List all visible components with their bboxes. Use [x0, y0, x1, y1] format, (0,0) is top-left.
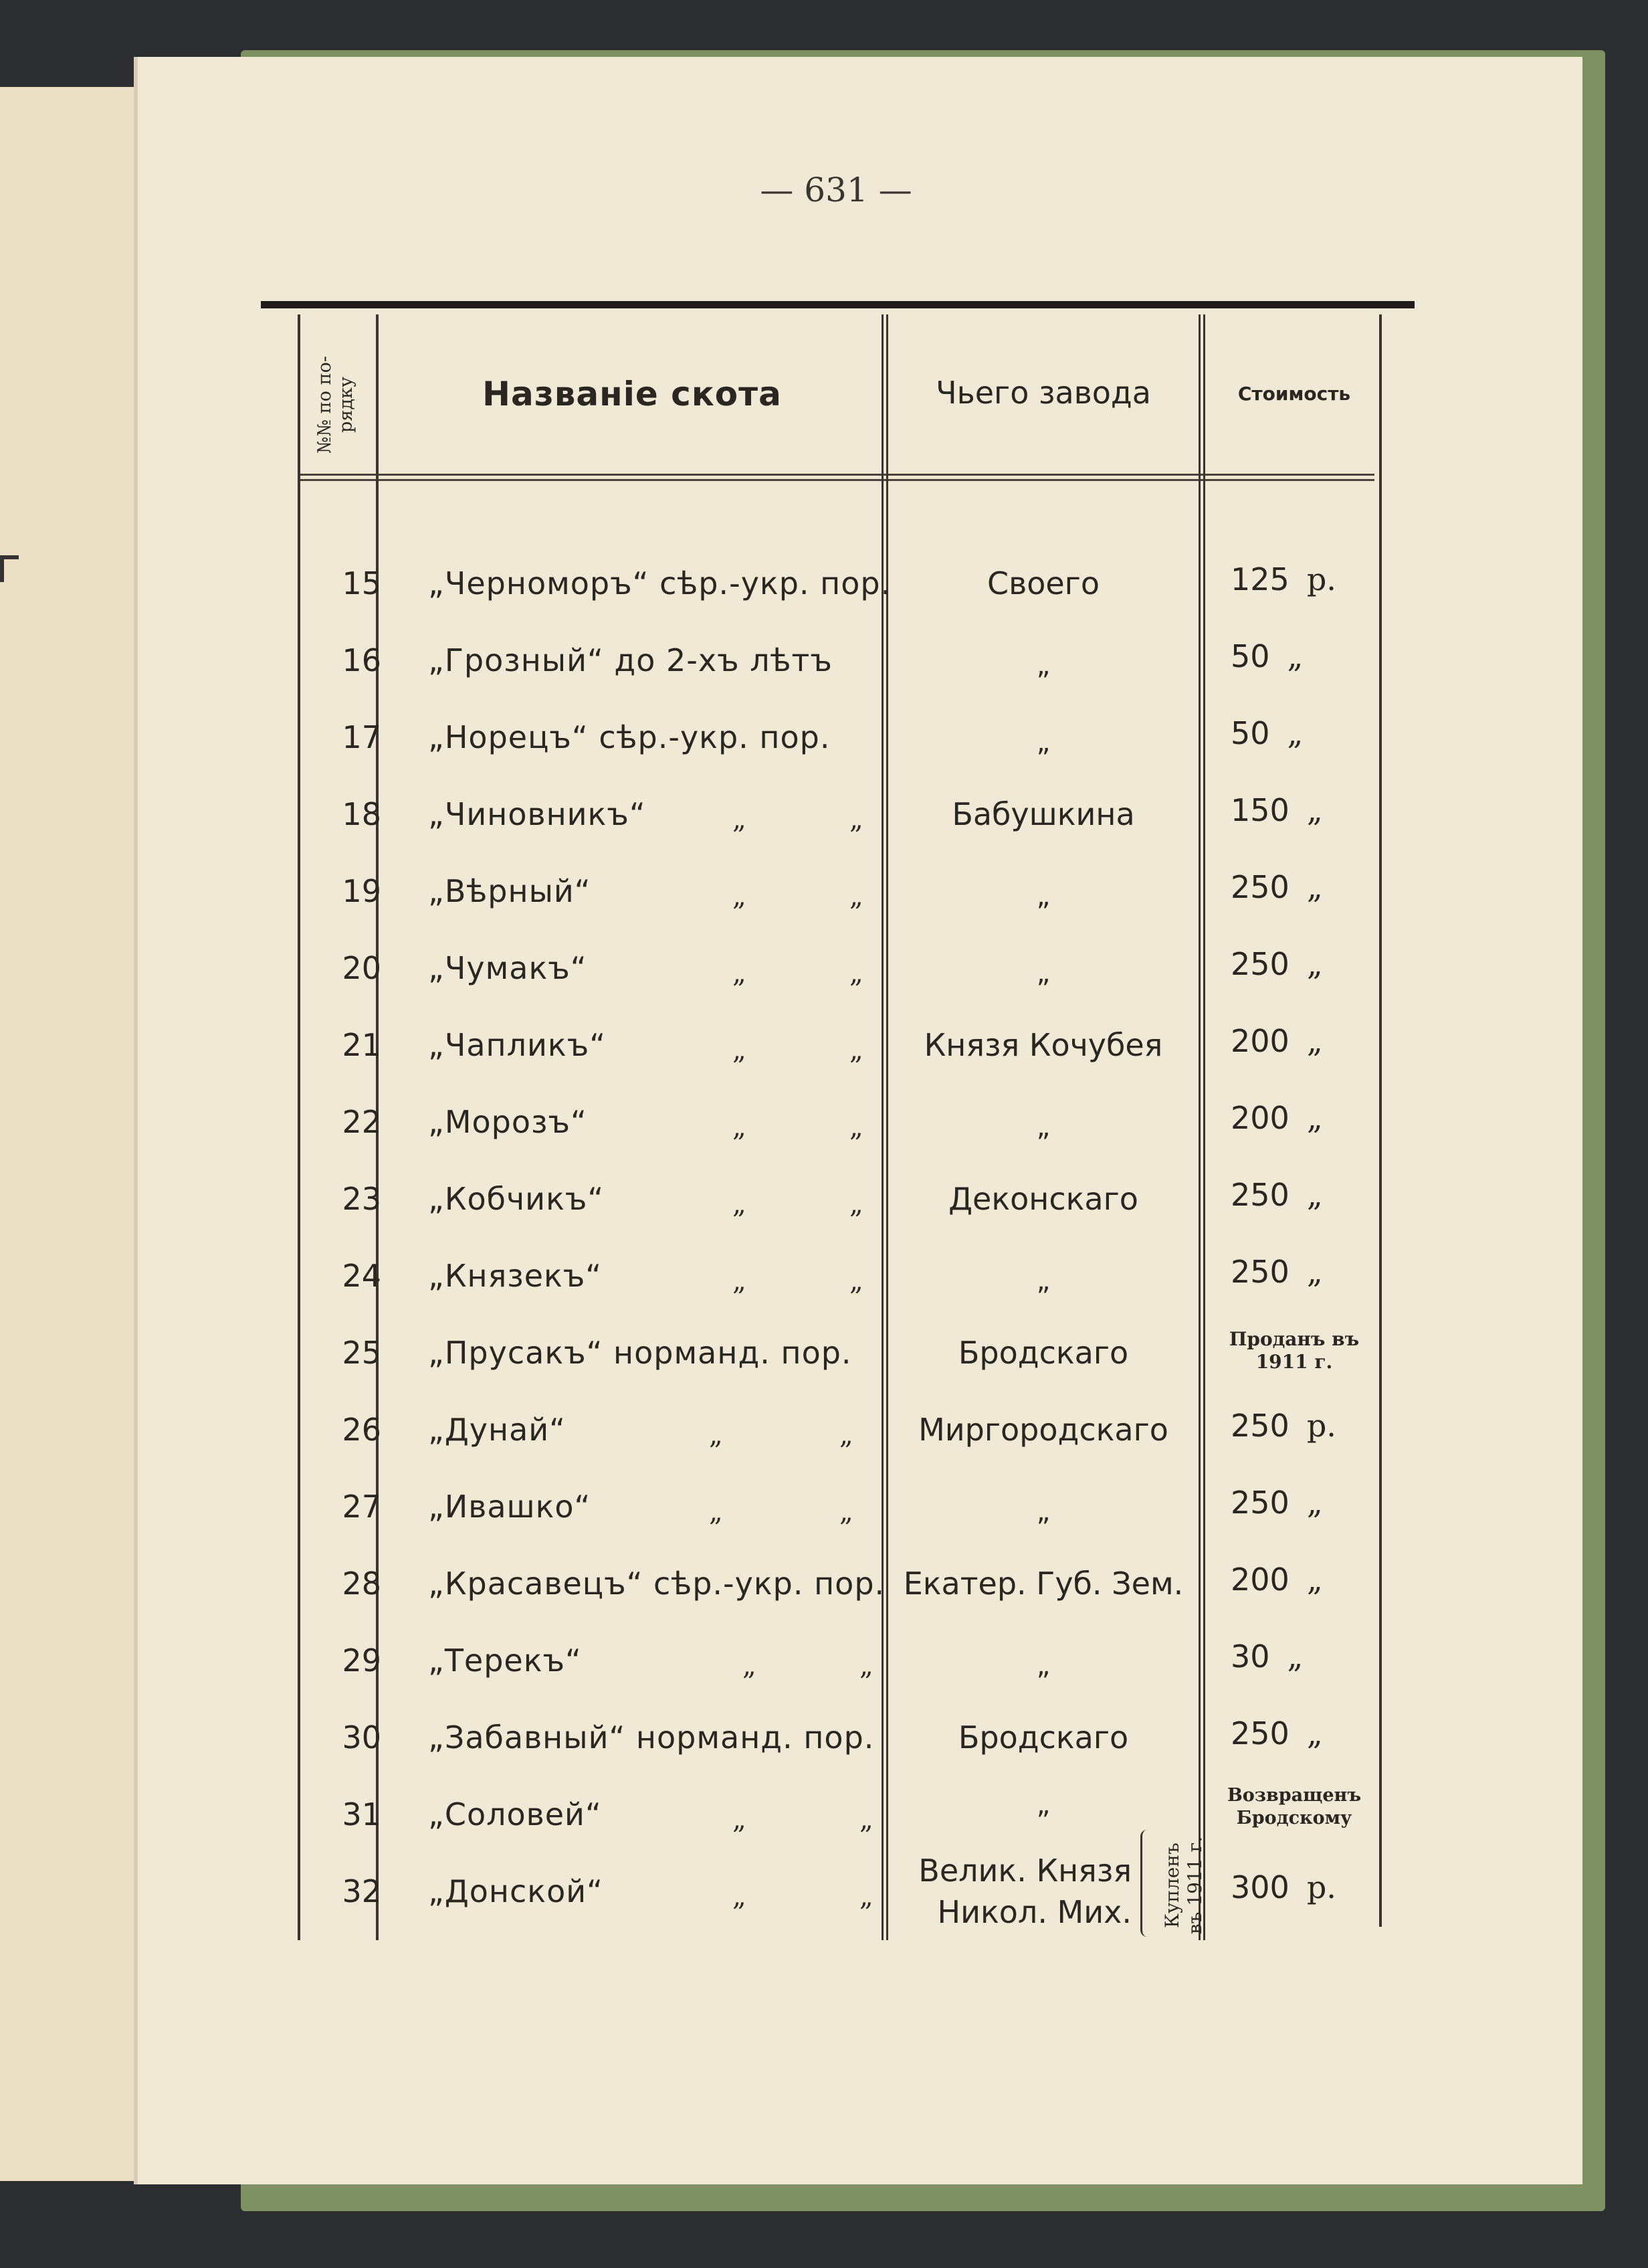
header-cost: Стоимость — [1237, 383, 1351, 405]
cost — [1231, 1562, 1323, 1598]
animal-name: „Морозъ“ — [428, 1104, 587, 1140]
ditto-mark: „ — [732, 804, 746, 835]
animal-name: „Дунай“ — [428, 1412, 566, 1448]
cost-unit: р. — [1306, 1408, 1336, 1444]
table-row — [0, 1007, 1648, 1084]
animal-name: „Чумакъ“ — [428, 950, 587, 986]
table-row — [0, 1853, 1648, 1930]
cost — [1231, 1177, 1323, 1213]
ditto-mark: „ — [849, 1035, 863, 1066]
animal-name: „Вѣрный“ — [428, 873, 591, 909]
row-number: 30 — [342, 1719, 381, 1756]
animal-name: „Чапликъ“ — [428, 1027, 607, 1063]
row-number: 29 — [342, 1642, 381, 1679]
cost-value: 150 — [1231, 792, 1290, 828]
cost — [1231, 638, 1303, 674]
animal-name: „Забавный“ норманд. пор. — [428, 1719, 875, 1756]
cost-note-line: Возвращенъ — [1227, 1785, 1362, 1806]
plant: Своего — [987, 565, 1100, 601]
ditto-mark: „ — [849, 1189, 863, 1220]
table-row — [0, 699, 1648, 776]
cost — [1231, 1638, 1303, 1675]
cost-value: 250 — [1231, 1254, 1290, 1290]
row-number: 27 — [342, 1489, 381, 1525]
plant: Бродскаго — [958, 1335, 1129, 1371]
cost-unit: „ — [1306, 1254, 1323, 1290]
animal-name: „Донской“ — [428, 1873, 603, 1909]
cost-value: 250 — [1231, 946, 1290, 982]
cost-value: 30 — [1231, 1638, 1270, 1675]
cost — [1231, 869, 1323, 905]
table-row — [0, 930, 1648, 1007]
header-number-line2: рядку — [336, 377, 357, 433]
plant-ditto: „ — [1036, 1650, 1051, 1681]
cost-note — [1211, 1784, 1378, 1830]
cost-value: 200 — [1231, 1023, 1290, 1059]
plant-ditto: „ — [1036, 1790, 1051, 1820]
plant-ditto: „ — [1036, 1266, 1051, 1297]
plant-ditto: „ — [1036, 881, 1051, 912]
plant-ditto: „ — [1036, 727, 1051, 758]
plant: Миргородскаго — [918, 1412, 1168, 1448]
cost-unit: „ — [1306, 1100, 1323, 1136]
cost-value: 250 — [1231, 869, 1290, 905]
cost-unit: р. — [1306, 561, 1336, 597]
ditto-mark: „ — [859, 1881, 873, 1912]
animal-name: „Чиновникъ“ — [428, 796, 646, 832]
animal-name: „Князекъ“ — [428, 1258, 603, 1294]
cost-value: 50 — [1231, 638, 1270, 674]
row-number: 26 — [342, 1412, 381, 1448]
cost — [1231, 1254, 1323, 1290]
table-row — [0, 1622, 1648, 1699]
ditto-mark: „ — [732, 1189, 746, 1220]
table-row — [0, 853, 1648, 930]
bought-note — [1154, 1825, 1214, 1946]
cost — [1231, 1100, 1323, 1136]
ditto-mark: „ — [849, 1112, 863, 1143]
page-number: — 631 — — [760, 171, 912, 209]
row-number: 20 — [342, 950, 381, 986]
table-row — [0, 1161, 1648, 1238]
cost-unit: „ — [1306, 1023, 1323, 1059]
plant-ditto: „ — [1036, 1497, 1051, 1527]
header-rule — [298, 479, 1374, 481]
animal-name: „Красавецъ“ сѣр.-укр. пор. — [428, 1566, 886, 1602]
header-number — [302, 335, 369, 475]
plant: Деконскаго — [948, 1181, 1138, 1217]
cost-unit: „ — [1287, 1638, 1304, 1675]
row-number: 19 — [342, 873, 381, 909]
cost-value: 300 — [1231, 1869, 1290, 1905]
last-plant-line: Никол. Мих. — [937, 1894, 1132, 1930]
row-number: 17 — [342, 719, 381, 755]
cost-note-line: 1911 г. — [1255, 1351, 1333, 1373]
cost-unit: „ — [1306, 1177, 1323, 1213]
ditto-mark: „ — [849, 1266, 863, 1297]
table-row — [0, 622, 1648, 699]
animal-name: „Норецъ“ сѣр.-укр. пор. — [428, 719, 831, 755]
animal-name: „Ивашко“ — [428, 1489, 591, 1525]
cost-unit: „ — [1306, 1562, 1323, 1598]
table-row — [0, 545, 1648, 622]
bought-note-line: Купленъ — [1161, 1842, 1183, 1928]
cost-value: 250 — [1231, 1485, 1290, 1521]
ditto-mark: „ — [732, 1112, 746, 1143]
ditto-mark: „ — [732, 1881, 746, 1912]
cost-value: 250 — [1231, 1177, 1290, 1213]
ditto-mark: „ — [732, 1266, 746, 1297]
cost-value: 250 — [1231, 1408, 1290, 1444]
row-number: 25 — [342, 1335, 381, 1371]
header-rule — [298, 474, 1374, 476]
cost-value: 250 — [1231, 1715, 1290, 1752]
ditto-mark: „ — [709, 1497, 723, 1527]
ditto-mark: „ — [709, 1420, 723, 1450]
plant-ditto: „ — [1036, 1112, 1051, 1143]
cost — [1231, 946, 1323, 982]
ditto-mark: „ — [849, 804, 863, 835]
ditto-mark: „ — [742, 1650, 756, 1681]
table-row — [0, 1545, 1648, 1622]
animal-name: „Соловей“ — [428, 1796, 602, 1832]
table-row — [0, 776, 1648, 853]
row-number: 23 — [342, 1181, 381, 1217]
bought-note-line: въ 1911 г. — [1184, 1836, 1206, 1935]
plant: Екатер. Губ. Зем. — [903, 1566, 1184, 1602]
cost-value: 50 — [1231, 715, 1270, 751]
cost-unit: „ — [1306, 1485, 1323, 1521]
row-number: 24 — [342, 1258, 381, 1294]
row-number: 16 — [342, 642, 381, 678]
cost — [1231, 1869, 1336, 1905]
animal-name: „Терекъ“ — [428, 1642, 582, 1679]
ditto-mark: „ — [732, 881, 746, 912]
last-plant-line: Велик. Князя — [918, 1853, 1132, 1889]
ditto-mark: „ — [859, 1804, 873, 1835]
cost-unit: „ — [1306, 946, 1323, 982]
ditto-mark: „ — [839, 1497, 853, 1527]
cost-note — [1211, 1328, 1378, 1374]
cost-unit: „ — [1306, 792, 1323, 828]
row-number: 32 — [342, 1873, 381, 1909]
cost — [1231, 1485, 1323, 1521]
cost — [1231, 715, 1303, 751]
cost-value: 125 — [1231, 561, 1290, 597]
row-number: 22 — [342, 1104, 381, 1140]
last-plant — [904, 1850, 1132, 1933]
row-number: 15 — [342, 565, 381, 601]
cost — [1231, 561, 1336, 597]
animal-name: „Грозный“ до 2-хъ лѣтъ — [428, 642, 833, 678]
cost-unit: „ — [1306, 869, 1323, 905]
table-row — [0, 1776, 1648, 1853]
plant-ditto: „ — [1036, 958, 1051, 989]
cost — [1231, 1715, 1323, 1752]
table-row — [0, 1392, 1648, 1469]
header-name: Названіе скота — [482, 375, 782, 413]
cost-value: 200 — [1231, 1562, 1290, 1598]
cost-value: 200 — [1231, 1100, 1290, 1136]
animal-name: „Прусакъ“ норманд. пор. — [428, 1335, 852, 1371]
cost — [1231, 792, 1323, 828]
table-row — [0, 1315, 1648, 1392]
cost-unit: „ — [1287, 638, 1304, 674]
plant: Князя Кочубея — [924, 1027, 1163, 1063]
plant-ditto: „ — [1036, 650, 1051, 681]
ditto-mark: „ — [732, 1804, 746, 1835]
cost-note-line: Проданъ въ — [1229, 1328, 1360, 1350]
cost-unit: р. — [1306, 1869, 1336, 1905]
animal-name: „Кобчикъ“ — [428, 1181, 605, 1217]
table-top-rule — [261, 301, 1415, 308]
header-plant: Чьего завода — [936, 375, 1151, 411]
cost — [1231, 1408, 1336, 1444]
ditto-mark: „ — [732, 958, 746, 989]
ditto-mark: „ — [839, 1420, 853, 1450]
row-number: 28 — [342, 1566, 381, 1602]
plant: Бродскаго — [958, 1719, 1129, 1756]
row-number: 21 — [342, 1027, 381, 1063]
cost-note-line: Бродскому — [1236, 1808, 1352, 1828]
cost — [1231, 1023, 1323, 1059]
ditto-mark: „ — [849, 881, 863, 912]
ditto-mark: „ — [849, 958, 863, 989]
ditto-mark: „ — [732, 1035, 746, 1066]
cost-unit: „ — [1287, 715, 1304, 751]
table-row — [0, 1469, 1648, 1545]
table-row — [0, 1084, 1648, 1161]
row-number: 31 — [342, 1796, 381, 1832]
ditto-mark: „ — [859, 1650, 873, 1681]
plant: Бабушкина — [952, 796, 1135, 832]
table-row — [0, 1238, 1648, 1315]
row-number: 18 — [342, 796, 381, 832]
table-row — [0, 1699, 1648, 1776]
header-number-line1: №№ по по- — [314, 356, 336, 454]
cost-unit: „ — [1306, 1715, 1323, 1752]
animal-name: „Черноморъ“ сѣр.-укр. пор. — [428, 565, 892, 601]
